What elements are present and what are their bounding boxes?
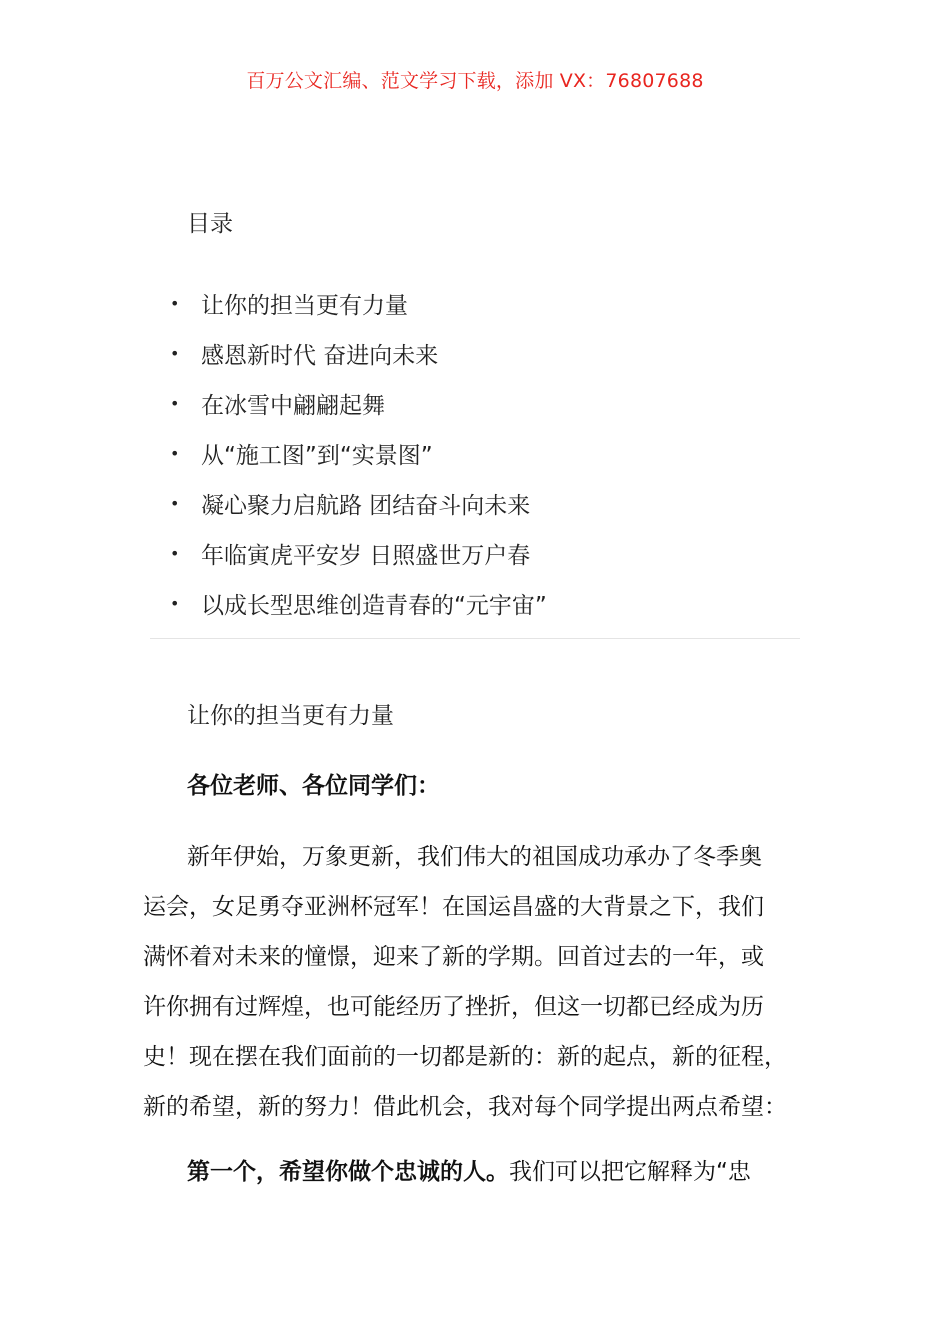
article-title: 让你的担当更有力量 (187, 703, 394, 729)
toc-item-label[interactable]: 在冰雪中翩翩起舞 (201, 392, 385, 419)
toc-title: 目录 (187, 211, 233, 237)
toc-item[interactable] (170, 528, 547, 578)
paragraph-line: 运会，女足勇夺亚洲杯冠军！在国运昌盛的大背景之下，我们 (143, 894, 764, 920)
point-one-text: 我们可以把它解释为“忠 (509, 1159, 751, 1185)
paragraph-line: 满怀着对未来的憧憬，迎来了新的学期。回首过去的一年，或 (143, 944, 764, 970)
bullet-icon: • (170, 343, 180, 363)
section-divider (150, 638, 800, 639)
toc-item[interactable] (170, 278, 547, 328)
toc-item-label[interactable]: 凝心聚力启航路 团结奋斗向未来 (201, 492, 531, 519)
paragraph-line: 史！现在摆在我们面前的一切都是新的：新的起点，新的征程， (143, 1044, 787, 1070)
salutation: 各位老师、各位同学们： (187, 773, 440, 799)
bullet-icon: • (170, 493, 180, 513)
toc-item-label[interactable]: 感恩新时代 奋进向未来 (201, 342, 439, 369)
bullet-icon: • (170, 293, 180, 313)
toc-item-label[interactable]: 让你的担当更有力量 (201, 292, 408, 319)
toc-item[interactable] (170, 578, 547, 628)
toc-item-label[interactable]: 从“施工图”到“实景图” (201, 442, 433, 469)
point-one-paragraph (187, 1153, 751, 1186)
toc-item[interactable] (170, 378, 547, 428)
paragraph-line: 新年伊始，万象更新，我们伟大的祖国成功承办了冬季奥 (187, 844, 762, 870)
toc-item[interactable] (170, 328, 547, 378)
article-paragraph (143, 832, 833, 1132)
toc-list (170, 278, 547, 628)
bullet-icon: • (170, 543, 180, 563)
bullet-icon: • (170, 393, 180, 413)
paragraph-line: 许你拥有过辉煌，也可能经历了挫折，但这一切都已经成为历 (143, 994, 764, 1020)
header-banner: 百万公文汇编、范文学习下载，添加 VX：76807688 (246, 70, 704, 92)
bullet-icon: • (170, 443, 180, 463)
toc-item[interactable] (170, 478, 547, 528)
toc-item-label[interactable]: 以成长型思维创造青春的“元宇宙” (201, 592, 547, 619)
toc-item[interactable] (170, 428, 547, 478)
bullet-icon: • (170, 593, 180, 613)
toc-item-label[interactable]: 年临寅虎平安岁 日照盛世万户春 (201, 542, 531, 569)
point-one-heading: 第一个，希望你做个忠诚的人。 (187, 1159, 509, 1185)
paragraph-line: 新的希望，新的努力！借此机会，我对每个同学提出两点希望： (143, 1094, 787, 1120)
